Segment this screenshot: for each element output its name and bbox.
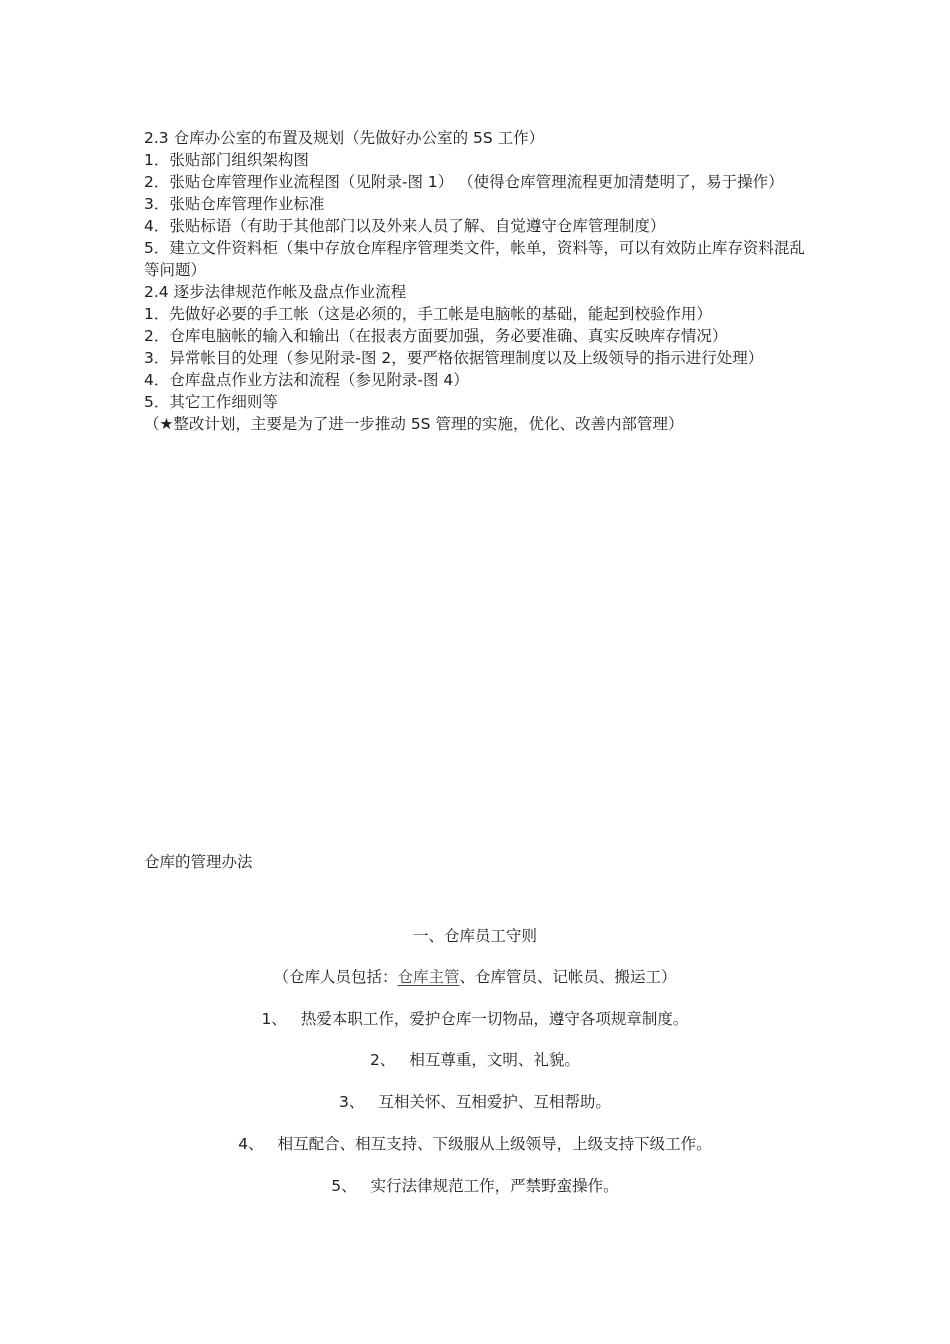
rule-item-4: [0, 1133, 950, 1155]
account-item-4: 4．仓库盘点作业方法和流程（参见附录-图 4）: [144, 371, 469, 389]
rule-text: 热爱本职工作，爱护仓库一切物品，遵守各项规章制度。: [300, 1010, 689, 1028]
account-item-1: 1．先做好必要的手工帐（这是必须的，手工帐是电脑帐的基础，能起到校验作用）: [144, 305, 712, 323]
rule-text: 相互尊重，文明、礼貌。: [409, 1051, 580, 1069]
rule-item-3: [0, 1091, 950, 1113]
plan-item-4: 4．张贴标语（有助于其他部门以及外来人员了解、自觉遵守仓库管理制度）: [144, 217, 666, 235]
account-item-2: 2．仓库电脑帐的输入和输出（在报表方面要加强，务必要准确、真实反映库存情况）: [144, 327, 728, 345]
account-item-5: 5．其它工作细则等: [144, 393, 278, 411]
rule-number: 1、: [261, 1010, 287, 1028]
staff-composition-note: [0, 966, 950, 988]
plan-item-1: 1．张贴部门组织架构图: [144, 151, 309, 169]
staff-note-prefix: （仓库人员包括：: [273, 968, 398, 986]
improvement-note: （★整改计划，主要是为了进一步推动 5S 管理的实施，优化、改善内部管理）: [144, 415, 684, 433]
rule-item-2: [0, 1049, 950, 1071]
rule-item-5: [0, 1175, 950, 1197]
section-2-3-title: 2.3 仓库办公室的布置及规划（先做好办公室的 5S 工作）: [144, 129, 545, 147]
rule-text: 实行法律规范工作，严禁野蛮操作。: [370, 1177, 619, 1195]
rule-number: 2、: [370, 1051, 396, 1069]
section-2-4-title: 2.4 逐步法律规范作帐及盘点作业流程: [144, 283, 407, 301]
rule-text: 相互配合、相互支持、下级服从上级领导，上级支持下级工作。: [277, 1135, 712, 1153]
plan-item-5: 5．建立文件资料柜（集中存放仓库程序管理类文件，帐单，资料等，可以有效防止库存资料混乱等问题）: [144, 239, 805, 279]
management-method-heading: 仓库的管理办法: [144, 853, 253, 871]
warehouse-plan-section: [144, 127, 809, 435]
staff-note-suffix: 、仓库管员、记帐员、搬运工）: [459, 968, 677, 986]
rule-number: 5、: [331, 1177, 357, 1195]
warehouse-supervisor-link[interactable]: 仓库主管: [397, 968, 460, 986]
rule-number: 4、: [238, 1135, 264, 1153]
rule-text: 互相关怀、互相爱护、互相帮助。: [378, 1093, 611, 1111]
rule-item-1: [0, 1008, 950, 1030]
rule-number: 3、: [339, 1093, 365, 1111]
staff-rules-subheading: 一、仓库员工守则: [412, 927, 537, 945]
plan-item-2: 2．张贴仓库管理作业流程图（见附录-图 1） （使得仓库管理流程更加清楚明了，易于操作）: [144, 173, 784, 191]
plan-item-3: 3．张贴仓库管理作业标准: [144, 195, 325, 213]
account-item-3: 3．异常帐目的处理（参见附录-图 2，要严格依据管理制度以及上级领导的指示进行处理）: [144, 349, 764, 367]
